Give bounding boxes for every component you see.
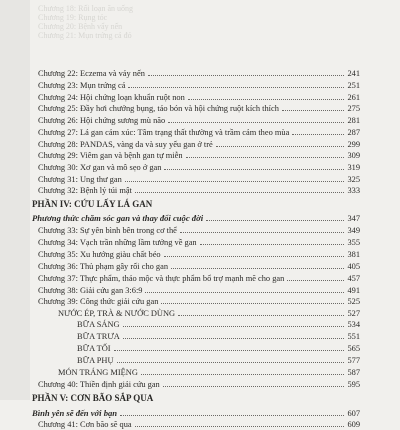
toc-entry-title: Chương 33: Sự yên bình bên trong cơ thể bbox=[38, 226, 177, 235]
toc-leader-dots bbox=[292, 134, 344, 135]
toc-entry-title: BỮA SÁNG bbox=[77, 320, 120, 329]
toc-leader-dots bbox=[141, 374, 344, 375]
toc-entry-item bbox=[38, 80, 360, 91]
toc-entry-item bbox=[38, 103, 360, 114]
toc-entry-title: Chương 41: Cơn bão sẽ qua bbox=[38, 420, 132, 429]
toc-entry-item bbox=[38, 419, 360, 430]
ghost-line: Chương 21: Mụn trứng cá đỏ bbox=[38, 31, 132, 40]
toc-entry-l3 bbox=[77, 331, 360, 342]
toc-leader-dots bbox=[287, 280, 344, 281]
toc-entry-sub bbox=[32, 213, 360, 224]
toc-leader-dots bbox=[114, 350, 344, 351]
toc-entry-item bbox=[38, 379, 360, 390]
toc-entry-l3 bbox=[77, 319, 360, 330]
toc-entry-title: Chương 29: Viêm gan và bệnh gan tự miễn bbox=[38, 151, 183, 160]
toc-leader-dots bbox=[200, 244, 344, 245]
toc-page-number: 609 bbox=[347, 420, 360, 429]
page-gutter-shadow bbox=[0, 0, 30, 400]
toc-leader-dots bbox=[135, 426, 344, 427]
toc-page-number: 281 bbox=[347, 116, 360, 125]
toc-entry-title: Chương 36: Thủ phạm gây rối cho gan bbox=[38, 262, 169, 271]
toc-leader-dots bbox=[282, 110, 344, 111]
toc-leader-dots bbox=[161, 303, 344, 304]
toc-entry-title: Chương 39: Công thức giải cứu gan bbox=[38, 297, 159, 306]
toc-page-number: 587 bbox=[347, 368, 360, 377]
toc-leader-dots bbox=[163, 386, 344, 387]
toc-entry-title: Chương 26: Hội chứng sương mù não bbox=[38, 116, 166, 125]
bleed-through-text bbox=[38, 4, 358, 56]
toc-leader-dots bbox=[188, 99, 344, 100]
toc-page-number: 595 bbox=[347, 380, 360, 389]
toc-entry-title: Chương 23: Mụn trứng cá bbox=[38, 81, 126, 90]
toc-entry-title: Bình yên sẽ đến với bạn bbox=[32, 408, 118, 418]
toc-page-number: 527 bbox=[347, 309, 360, 318]
toc-entry-item bbox=[38, 249, 360, 260]
toc-page-number: 607 bbox=[347, 409, 360, 418]
toc-entry-title: Chương 38: Giải cứu gan 3:6:9 bbox=[38, 286, 143, 295]
toc-entry-title: NƯỚC ÉP, TRÀ & NƯỚC DÙNG bbox=[58, 309, 176, 318]
toc-entry-item bbox=[38, 115, 360, 126]
toc-entry-item bbox=[38, 162, 360, 173]
toc-page-number: 349 bbox=[347, 226, 360, 235]
toc-entry-title: Chương 22: Eczema và vảy nến bbox=[38, 69, 145, 78]
toc-entry-title: Chương 25: Đầy hơi chướng bụng, táo bón và hội chứng ruột kích thích bbox=[38, 104, 279, 113]
toc-leader-dots bbox=[128, 87, 344, 88]
toc-leader-dots bbox=[148, 75, 344, 76]
toc-leader-dots bbox=[120, 415, 344, 416]
toc-entry-item bbox=[38, 185, 360, 196]
toc-entry-title: MÓN TRÁNG MIỆNG bbox=[58, 368, 138, 377]
toc-page-number: 261 bbox=[347, 93, 360, 102]
toc-leader-dots bbox=[125, 181, 344, 182]
toc-entry-item bbox=[38, 261, 360, 272]
toc-page-number: 325 bbox=[347, 175, 360, 184]
toc-entry-title: BỮA PHỤ bbox=[77, 356, 114, 365]
toc-page-number: 347 bbox=[347, 214, 360, 223]
toc-leader-dots bbox=[206, 220, 344, 221]
toc-leader-dots bbox=[186, 157, 344, 158]
toc-leader-dots bbox=[164, 256, 344, 257]
toc-entry-part bbox=[32, 199, 360, 210]
toc-leader-dots bbox=[171, 268, 344, 269]
ghost-line: Chương 18: Rối loạn ăn uống bbox=[38, 4, 134, 13]
toc-page-number: 287 bbox=[347, 128, 360, 137]
toc-entry-item bbox=[38, 68, 360, 79]
toc-page-number: 457 bbox=[347, 274, 360, 283]
toc-entry-item bbox=[38, 139, 360, 150]
toc-page-number: 275 bbox=[347, 104, 360, 113]
toc-page-number: 251 bbox=[347, 81, 360, 90]
toc-entry-title: Chương 37: Thực phẩm, thảo mộc và thực phẩm bổ trợ mạnh mẽ cho gan bbox=[38, 274, 285, 283]
toc-entry-item bbox=[38, 150, 360, 161]
toc-entry-item bbox=[38, 237, 360, 248]
toc-page-number: 534 bbox=[347, 320, 360, 329]
toc-entry-item bbox=[38, 296, 360, 307]
toc-entry-title: Chương 40: Thiền định giải cứu gan bbox=[38, 380, 160, 389]
toc-entry-l3 bbox=[77, 355, 360, 366]
toc-page-number: 299 bbox=[347, 140, 360, 149]
toc-entry-title: Phương thức chăm sóc gan và thay đổi cuộc đời bbox=[32, 213, 204, 223]
toc-page-number: 565 bbox=[347, 344, 360, 353]
toc-page-number: 333 bbox=[347, 186, 360, 195]
toc-leader-dots bbox=[216, 146, 344, 147]
toc-entry-l3 bbox=[77, 343, 360, 354]
toc-entry-item bbox=[38, 174, 360, 185]
toc-leader-dots bbox=[123, 326, 344, 327]
toc-page-number: 491 bbox=[347, 286, 360, 295]
toc-entry-part bbox=[32, 393, 360, 404]
toc-entry-item bbox=[38, 225, 360, 236]
toc-entry-title: PHẦN V: CƠN BÃO SẮP QUA bbox=[32, 393, 154, 403]
ghost-line: Chương 20: Bệnh vẩy nến bbox=[38, 22, 123, 31]
toc-entry-title: PHẦN IV: CỨU LẤY LÁ GAN bbox=[32, 199, 153, 209]
toc-entry-title: Chương 35: Xu hướng giàu chất béo bbox=[38, 250, 161, 259]
toc-page-number: 241 bbox=[347, 69, 360, 78]
toc-page-number: 381 bbox=[347, 250, 360, 259]
toc-entry-item bbox=[38, 273, 360, 284]
toc-leader-dots bbox=[123, 338, 344, 339]
toc-leader-dots bbox=[117, 362, 344, 363]
toc-entry-item bbox=[38, 127, 360, 138]
toc-page-number: 577 bbox=[347, 356, 360, 365]
toc-entry-item bbox=[38, 92, 360, 103]
toc-entry-l2 bbox=[58, 367, 360, 378]
toc-page-number: 355 bbox=[347, 238, 360, 247]
toc-page-number: 405 bbox=[347, 262, 360, 271]
toc-leader-dots bbox=[180, 232, 344, 233]
ghost-line: Chương 19: Rụng tóc bbox=[38, 13, 108, 22]
toc-page-number: 309 bbox=[347, 151, 360, 160]
toc-entry-l2 bbox=[58, 308, 360, 319]
toc-leader-dots bbox=[168, 122, 344, 123]
toc-entry-title: Chương 28: PANDAS, vàng da và suy yếu gan ở trẻ bbox=[38, 140, 213, 149]
toc-entry-title: Chương 34: Vạch trần những lầm tưởng về gan bbox=[38, 238, 197, 247]
toc-entry-item bbox=[38, 285, 360, 296]
toc-entry-title: Chương 32: Bệnh lý túi mật bbox=[38, 186, 132, 195]
toc-leader-dots bbox=[145, 292, 344, 293]
toc-entry-title: Chương 31: Ung thư gan bbox=[38, 175, 122, 184]
toc-page-number: 319 bbox=[347, 163, 360, 172]
toc-leader-dots bbox=[164, 169, 344, 170]
toc-entry-title: Chương 27: Lá gan cảm xúc: Tâm trạng thất thường và trầm cảm theo mùa bbox=[38, 128, 290, 137]
toc-page-number: 551 bbox=[347, 332, 360, 341]
toc-entry-title: BỮA TRƯA bbox=[77, 332, 120, 341]
toc-leader-dots bbox=[135, 192, 344, 193]
toc-entry-title: Chương 30: Xơ gan và mô sẹo ở gan bbox=[38, 163, 162, 172]
toc-entry-sub bbox=[32, 408, 360, 419]
toc-page-number: 525 bbox=[347, 297, 360, 306]
toc-leader-dots bbox=[178, 315, 344, 316]
toc-entry-title: BỮA TỐI bbox=[77, 344, 111, 353]
toc-entry-title: Chương 24: Hội chứng loạn khuẩn ruột non bbox=[38, 93, 185, 102]
